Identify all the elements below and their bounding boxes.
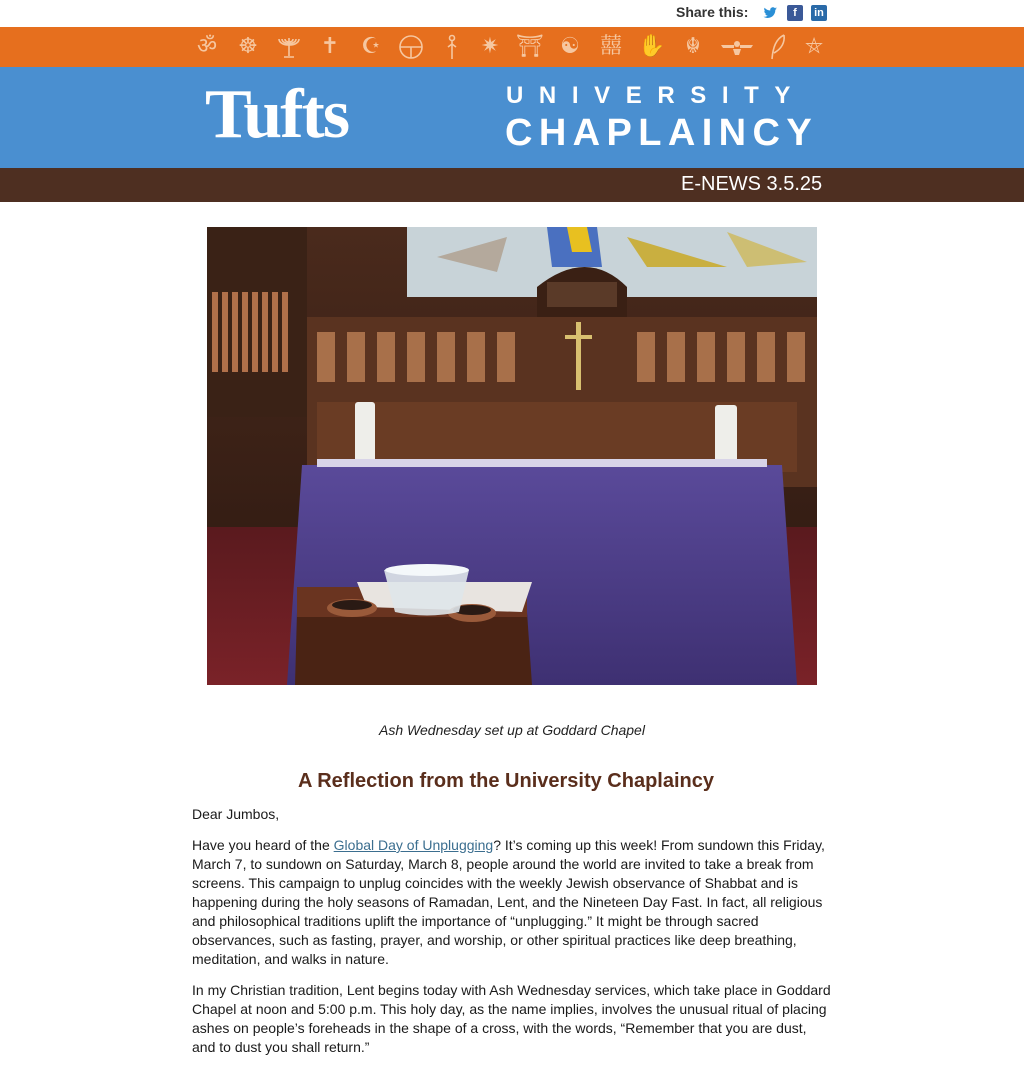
linkedin-icon[interactable]: in [811, 5, 827, 21]
paragraph-1 [192, 836, 832, 969]
khanda-figure-icon [438, 31, 466, 63]
cross-icon: ✝ [320, 34, 340, 59]
om-icon: ॐ [196, 34, 218, 59]
article-title: A Reflection from the University Chaplaincy [297, 770, 714, 792]
greeting: Dear Jumbos, [192, 806, 280, 822]
hand-icon: ✋ [638, 34, 666, 59]
facebook-icon[interactable]: f [787, 5, 803, 21]
global-day-of-unplugging-link[interactable]: Global Day of Unplugging [333, 837, 494, 853]
starburst-icon: ✷ [480, 34, 500, 59]
feather-icon [764, 31, 792, 63]
khanda-icon: ☬ [685, 34, 701, 59]
tufts-logo[interactable]: Tufts [205, 76, 349, 153]
article-body [192, 805, 832, 1069]
header-university: UNIVERSITY [506, 82, 807, 109]
torii-gate-icon: ⛩ [516, 34, 544, 59]
yin-yang-icon: ☯ [560, 34, 580, 59]
paragraph-1-text-cont: ? It’s coming up this week! From sundown this Friday, March 7, to sundown on Saturday, March 8, people around the world are invited to take a break from screens. This campaign to unplug coincides with the weekly Jewish observance of Shabbat and is happening during the holy seasons of Ramadan, Lent, and the Nineteen Day Fast. In fact, all religious and philosophical traditions uplift the importance of “unplugging.” It might be through sacred observances, such as fasting, prayer, and worship, or other spiritual practices like deep breathing, meditation, and walks in nature. [192, 837, 825, 967]
chapel-photo [207, 227, 817, 685]
photo-caption: Ash Wednesday set up at Goddard Chapel [379, 722, 645, 738]
pentacle-icon: ⛤ [805, 34, 823, 59]
paragraph-2: In my Christian tradition, Lent begins today with Ash Wednesday services, which take place in Goddard Chapel at noon and 5:00 p.m. This holy day, as the name implies, involves the unusual ritual of placing ashes on people’s foreheads in the shape of a cross, with the words, “Remember that you are dust, and to dust you shall return.” [192, 982, 831, 1055]
faith-symbols-bar [0, 27, 1024, 67]
circle-symbol-icon [397, 31, 425, 63]
menorah-icon [275, 31, 303, 63]
crescent-star-icon: ☪ [361, 34, 381, 59]
share-bar [0, 0, 1024, 27]
share-label: Share this: [676, 4, 749, 20]
enews-date: E-NEWS 3.5.25 [681, 173, 823, 195]
dharma-wheel-icon: ☸ [238, 34, 258, 59]
enews-bar [0, 168, 1024, 202]
header-chaplaincy: CHAPLAINCY [505, 112, 819, 154]
faravahar-icon [720, 31, 748, 63]
twitter-icon[interactable] [762, 5, 778, 21]
paragraph-1-text: Have you heard of the [192, 837, 334, 853]
double-happiness-icon: 囍 [599, 34, 622, 59]
